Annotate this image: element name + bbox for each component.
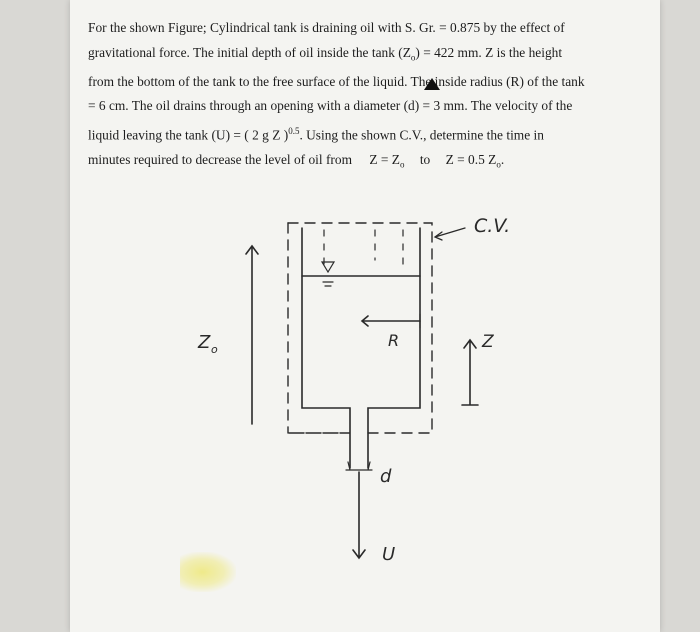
problem-line-5-text-end: . Using the shown C.V., determine the time in <box>299 127 544 143</box>
eq2-text: Z = 0.5 Z <box>445 152 497 168</box>
eq2-subscript: o <box>496 159 501 170</box>
eq1-subscript: o <box>399 159 405 170</box>
problem-line-2-text: gravitational force. The initial depth of oil inside the tank (Z <box>88 44 411 60</box>
problem-line-1: For the shown Figure; Cylindrical tank is draining oil with S. Gr. = 0.875 by the effect of <box>88 20 565 35</box>
z-arrow <box>462 340 478 405</box>
z-label: Z <box>482 332 494 352</box>
radius-arrow <box>362 316 420 326</box>
problem-line-2 <box>88 41 640 70</box>
velocity-exponent: 0.5 <box>288 126 300 137</box>
eq2-period: . <box>500 152 505 168</box>
equation-end-level <box>445 152 505 170</box>
tank-left-wall <box>302 228 350 468</box>
problem-line-6-text: minutes required to decrease the level of oil from <box>88 152 352 168</box>
control-volume-boundary <box>288 223 432 433</box>
radius-label: R <box>388 331 400 350</box>
zo-label: Z <box>198 332 211 353</box>
problem-line-4: = 6 cm. The oil drains through an opening with a diameter (d) = 3 mm. The velocity of the <box>88 98 573 114</box>
cv-pointer-arrow <box>435 228 465 240</box>
velocity-arrow <box>353 472 365 558</box>
zo-arrow <box>246 246 258 424</box>
highlighter-smudge <box>180 552 236 592</box>
tank-diagram <box>70 190 660 610</box>
problem-line-6 <box>88 148 640 177</box>
mouse-cursor-icon <box>424 78 440 90</box>
equation-start-level <box>369 152 405 170</box>
problem-line-5-text: liquid leaving the tank (U) = ( 2 g Z ) <box>88 127 289 143</box>
free-surface-symbol <box>322 262 334 286</box>
document-page <box>70 0 660 632</box>
cv-label: C.V. <box>474 215 511 237</box>
problem-statement <box>88 16 640 177</box>
problem-line-2-text-end: ) = 422 mm. Z is the height <box>415 44 563 60</box>
eq1-text: Z = Z <box>369 152 400 168</box>
problem-line-5 <box>88 119 640 148</box>
zo-subscript: o <box>410 52 416 63</box>
diameter-label: d <box>380 466 392 487</box>
velocity-label: U <box>382 544 396 565</box>
to-word: to <box>419 152 431 168</box>
zo-label-subscript: o <box>211 343 218 356</box>
problem-line-3: from the bottom of the tank to the free surface of the liquid. The inside radius (R) of the tank <box>88 73 585 89</box>
